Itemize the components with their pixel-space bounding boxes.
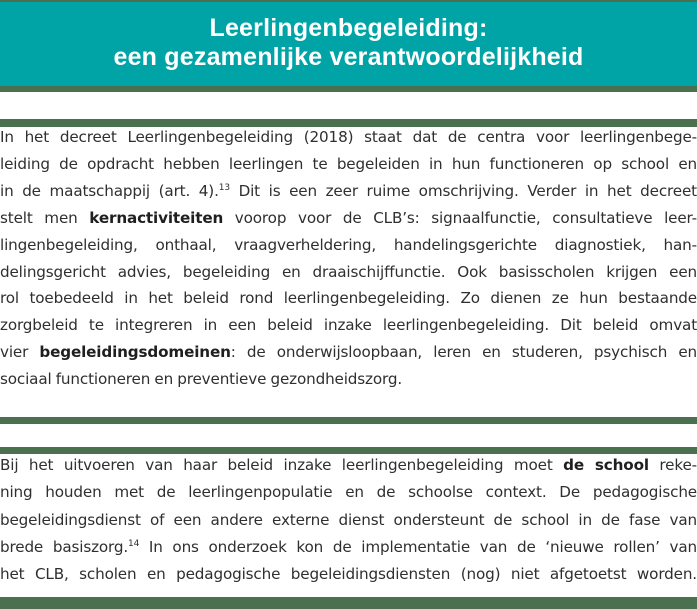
text: Bij het uitvoeren van haar beleid inzake leerlingenbegeleiding moet [0,456,564,474]
footnote-ref-14[interactable]: 14 [128,538,140,549]
text: In ons onderzoek kon de implementatie van de ‘nieuwe rollen’ van [139,537,697,556]
paragraph-2 [0,452,697,588]
bold-term-de-school: de school [563,456,649,474]
text: het CLB, scholen en pedagogische begeleidingsdiensten (nog) niet afgetoetst worden. [0,565,697,584]
paragraph-1 [0,124,697,393]
paragraph-1-line-2 [0,151,697,178]
text: vier [0,343,40,362]
paragraph-1-line-10 [0,366,697,393]
paragraph-1-line-5 [0,232,697,259]
text: in de maatschappij (art. 4). [0,181,219,200]
paragraph-1-line-1 [0,124,697,151]
text: sociaal functioneren en preventieve gezondheidszorg. [0,370,403,389]
text: voorop voor de CLB’s: signaalfunctie, consultatieve leer- [223,208,697,227]
paragraph-2-line-4 [0,534,697,561]
paragraph-1-line-9 [0,339,697,366]
paragraph-1-line-8 [0,312,697,339]
text: zorgbeleid te integreren in een beleid inzake leerlingenbegeleiding. Dit beleid omvat [0,316,697,335]
bold-term-begeleidingsdomeinen: begeleidingsdomeinen [39,343,231,362]
text: : de onderwijsloopbaan, leren en studeren, psychisch en [230,343,697,362]
title-banner [0,2,697,86]
text: lingenbegeleiding, onthaal, vraagverheldering, handelingsgerichte diagnostiek, han- [0,235,697,254]
text: leiding de opdracht hebben leerlingen te begeleiden in hun functioneren op school en [0,154,697,173]
text: Dit is een zeer ruime omschrijving. Verder in het decreet [229,181,697,200]
paragraph-2-line-1 [0,452,697,479]
text: ning houden met de leerlingenpopulatie en de schoolse context. De pedagogische [0,483,697,502]
paragraph-2-line-2 [0,479,697,506]
text: begeleidingsdienst of een andere externe dienst ondersteunt de school in de fase van [0,510,697,529]
title-line-1: Leerlingenbegeleiding: [209,14,488,42]
title-line-2: een gezamenlijke verantwoordelijkheid [113,43,584,71]
paragraph-1-line-4 [0,205,697,232]
paragraph-1-line-3 [0,178,697,205]
text: stelt men [0,208,90,227]
paragraph-2-line-5 [0,561,697,588]
paragraph-2-line-3 [0,507,697,534]
text: delingsgericht advies, begeleiding en draaischijffunctie. Ook basisscholen krijgen een [0,262,697,281]
paragraph1-bottom-bar [0,417,697,424]
bottom-bar [0,597,697,609]
footnote-ref-13[interactable]: 13 [218,182,230,193]
bold-term-kernactiviteiten: kernactiviteiten [89,208,224,227]
paragraph-1-line-6 [0,259,697,286]
text: rol toebedeeld in het beleid rond leerlingenbegeleiding. Zo dienen ze hun bestaande [0,289,697,308]
title-underline-bar [0,86,697,92]
paragraph-1-line-7 [0,285,697,312]
text: brede basiszorg. [0,537,129,556]
text: reke- [648,456,697,474]
text: In het decreet Leerlingenbegeleiding (2018) staat dat de centra voor leerlingenbege- [0,128,697,146]
